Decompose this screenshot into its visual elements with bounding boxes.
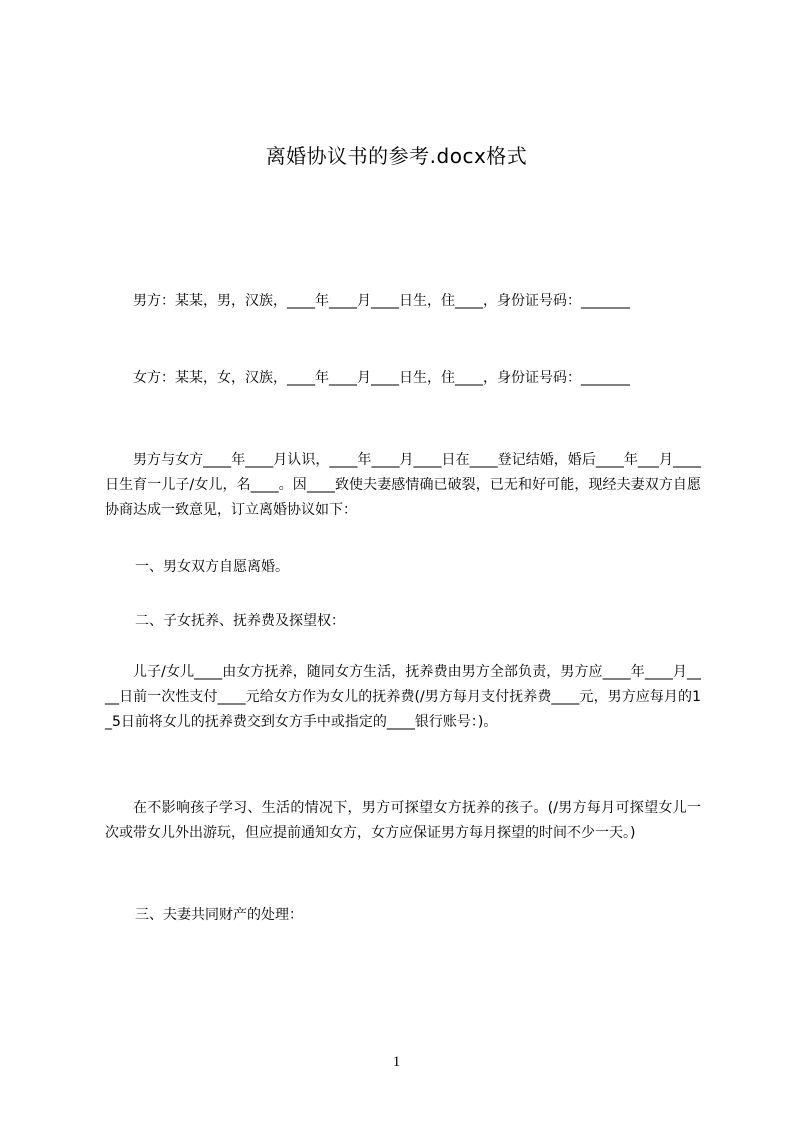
section-heading-divorce: 一、男女双方自愿离婚。 xyxy=(135,559,289,575)
paragraph-wife-info: 女方：某某，女，汉族，____年____月____日生，住____，身份证号码：_______ xyxy=(133,370,630,386)
paragraph-child-support: 儿子/女儿____由女方抚养，随同女方生活，抚养费由男方全部负责，男方应____年____月____日前一次性支付____元给女方作为女儿的抚养费(/男方每月支付抚养费____元，男方应每月的1_5日前将女儿的抚养费交到女方手中或指定的____银行账号：)。 xyxy=(105,664,701,730)
section-heading-custody: 二、子女抚养、抚养费及探望权： xyxy=(135,613,345,629)
section-heading-property: 三、夫妻共同财产的处理： xyxy=(135,907,303,923)
page-number: 1 xyxy=(392,1054,401,1070)
document-title: 离婚协议书的参考.docx格式 xyxy=(265,144,528,168)
paragraph-marriage-background: 男方与女方____年____月认识，____年____月____日在____登记结婚，婚后____年___月____日生育一儿子/女儿，名____。因____致使夫妻感情确已破裂，已无和好可能，现经夫妻双方自愿协商达成一致意见，订立离婚协议如下： xyxy=(105,452,701,518)
paragraph-husband-info: 男方：某某，男，汉族，____年____月____日生，住____，身份证号码：_______ xyxy=(133,293,630,309)
paragraph-visitation: 在不影响孩子学习、生活的情况下，男方可探望女方抚养的孩子。(/男方每月可探望女儿一次或带女儿外出游玩，但应提前通知女方，女方应保证男方每月探望的时间不少一天。) xyxy=(105,800,701,841)
